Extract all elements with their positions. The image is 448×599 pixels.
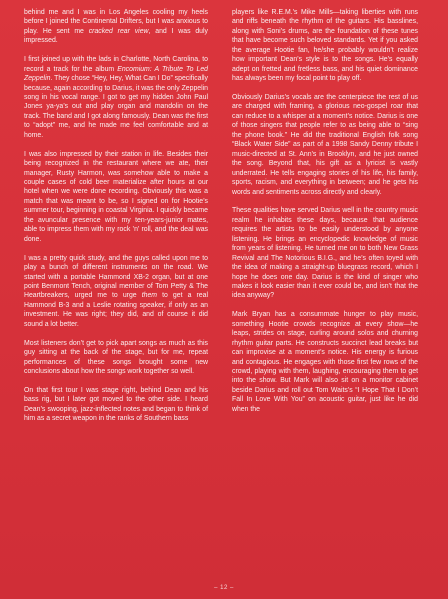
paragraph	[24, 8, 208, 46]
paragraph	[24, 386, 208, 424]
page-number: – 12 –	[214, 585, 234, 591]
text-run: to get a real Hammond B-3 and a Leslie rotating speaker, if only as an investment. He was right; they did, and of course it did sound a lot better.	[24, 292, 208, 328]
paragraph	[24, 55, 208, 140]
italic-title: cracked rear view	[88, 27, 149, 35]
text-run: behind me and I was in Los Angeles cooling my heels before I joined the Continental Drifters, but I was anxious to play. He sent me	[24, 9, 208, 35]
text-run: Mark Bryan has a consummate hunger to play music, something Hootie crowds recognize at every show—he leaps, strides on stage, curling around solos and churning rhythm guitar parts. He constructs succinct lead breaks but can improvise at a moment’s notice. His energy is furious and contagious. He engages with those first few rows of the crowd, playing with them, laughing, encouraging them to get into the show. But Mark will also sit on a monitor cabinet beside Darius and roll out Tom Waits’s “I Hope That I Don’t Fall In Love With You” on acoustic guitar, just like he did when the	[232, 311, 418, 413]
right-text-column	[232, 8, 418, 414]
text-run: Obviously Darius’s vocals are the centerpiece the rest of us are charged with framing, a glorious neo-gospel roar that can reduce to a whisper at a moment’s notice. Darius is one of those singers that people refer to as being able to “sing the phone book.” He did the traditional English folk song “Black Water Side” as part of a 1998 Sandy Denny tribute I music-directed at St. Ann’s in Brooklyn, and he just owned the song. Beyond that, his gift as a lyricist is vastly underrated. He tells engaging stories of his life, his family, sports, racism, and everything in between; and he gets his words and sentiments across directly and clearly.	[232, 94, 418, 196]
paragraph	[24, 254, 208, 330]
text-run: These qualities have served Darius well in the country music realm he inhabits these days, because that audience requires the artists to be easily understood by anyone listening. He brings an encyclopedic knowledge of music from years of listening. He turned me on to both New Grass Revival and The Notorious B.I.G., and he’s often toyed with the idea of making a straight-up bluegrass record, which I hope he does one day. Darius is the kind of singer who makes it look easier than it ever could be, and isn’t that the idea anyway?	[232, 207, 418, 300]
text-run: I was also impressed by their station in life. Besides their being recognized in the restaurant where we ate, their manager, Rusty Harmon, was somehow able to make a couple cases of cold beer materialize after hours at our hotel when we were done recording. Obviously this was a match that was meant to be, so I signed on for Hootie’s summer tour, beginning in coastal Virginia. I quickly became the avuncular presence with my ten-years-junior mates, able to impress them with my rock ’n’ roll, and the deal was done.	[24, 150, 208, 243]
text-run: , and I was duly impressed.	[24, 27, 208, 45]
italic-title: Encomium: A Tribute To Led Zeppelin	[24, 65, 209, 83]
text-run: On that first tour I was stage right, behind Dean and his bass rig, but I later got moved to the other side. I heard Dean’s swooping, jazz-inflected notes and began to think of him as a secret weapon in the ranks of Southern bass	[24, 386, 208, 423]
text-run: players like R.E.M.’s Mike Mills—taking liberties with runs and riffs beneath the rhythm of the guitars. His basslines, along with Soni’s drums, are the foundation of these tunes that have become such beloved standards. Yet if you asked the average Hootie fan, he/she probably wouldn’t realize how important Dean’s style is to the songs. He’s equally adept on fretted and fretless bass, and his quiet dominance has always been my focal point to play off.	[232, 9, 418, 83]
text-run: I was a pretty quick study, and the guys called upon me to play a bunch of different instruments on the road. We started with a portable Hammond XB-2 organ, but at one point Benmont Tench, original member of Tom Petty & The Heartbreakers, urged me to urge	[24, 254, 208, 300]
text-run: . They chose “Hey, Hey, What Can I Do” specifically because, again according to Darius, it was the only Zeppelin song in his vocal range. I got to get my hidden John Paul Jones ya-ya’s out and play organ and mandolin on the track. The band and I got along famously. Dean was the first to “adopt” me, and he made me feel comfortable and at home.	[24, 75, 208, 139]
paragraph	[24, 339, 208, 377]
left-text-column	[24, 8, 208, 424]
text-run: I first joined up with the lads in Charlotte, North Carolina, to record a track for the album	[24, 56, 208, 73]
paragraph	[24, 150, 208, 245]
paragraph	[232, 310, 418, 414]
italic-title: them	[141, 292, 158, 300]
text-run: Most listeners don’t get to pick apart songs as much as this guy sitting at the back of the stage, but for me, repeat performances of these songs brought some new conclusions about how the songs work together so well.	[24, 339, 208, 375]
paragraph	[232, 93, 418, 197]
paragraph	[232, 8, 418, 84]
paragraph	[232, 206, 418, 301]
